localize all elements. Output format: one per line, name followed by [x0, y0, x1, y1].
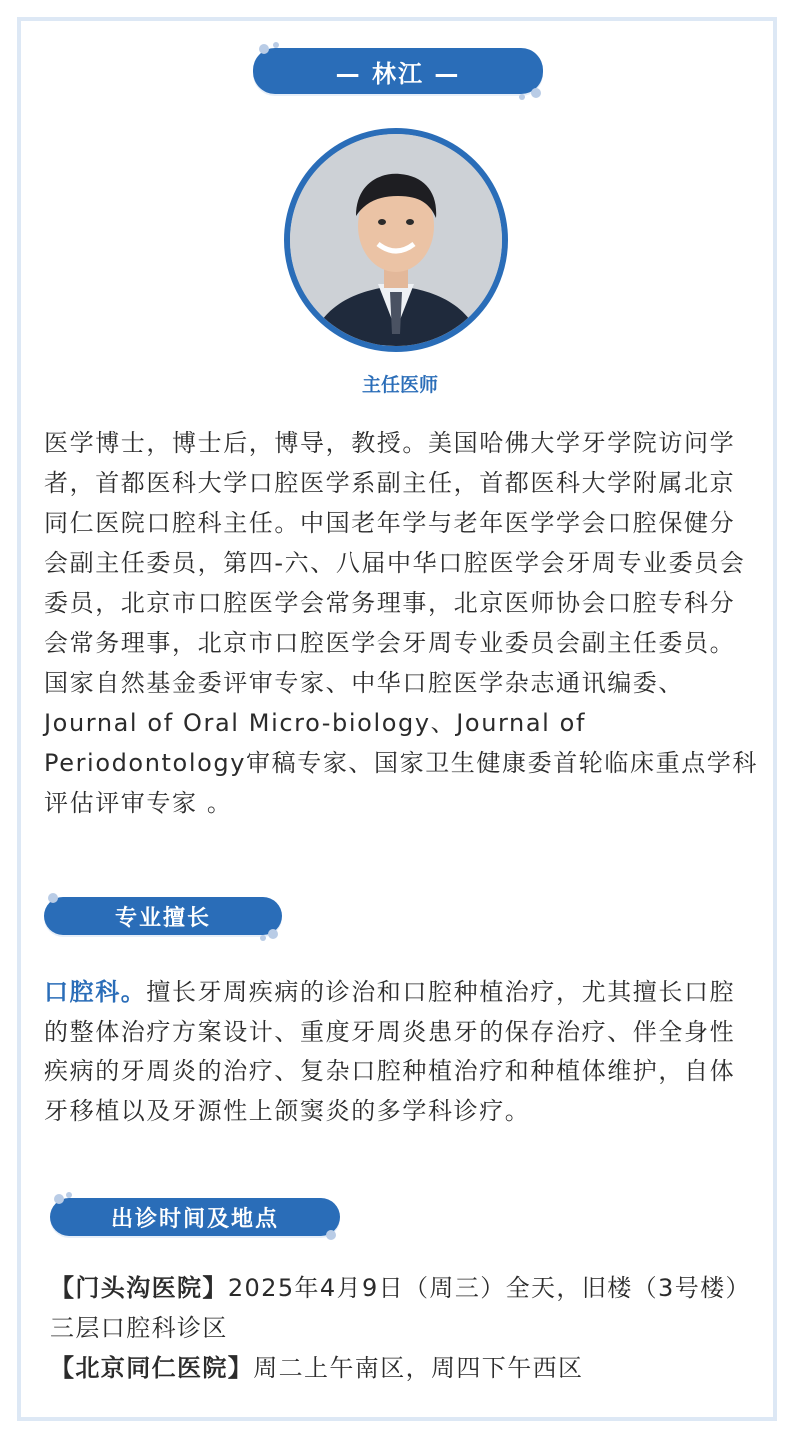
decor-dot: [531, 88, 541, 98]
decor-dot: [54, 1194, 64, 1204]
doctor-portrait: [290, 134, 502, 346]
decor-dot: [48, 893, 58, 903]
specialty-description: 擅长牙周疾病的诊治和口腔种植治疗，尤其擅长口腔的整体治疗方案设计、重度牙周炎患牙的保存治疗、伴全身性疾病的牙周炎的治疗、复杂口腔种植治疗和种植体维护，自体牙移植以及牙源性上颌窦炎的多学科诊疗。: [44, 978, 736, 1125]
decor-dot: [66, 1192, 72, 1198]
decor-dot: [268, 929, 278, 939]
specialty-text: [44, 973, 760, 1131]
doctor-avatar: [284, 128, 508, 352]
schedule-entry: [50, 1348, 766, 1388]
decor-dot: [260, 935, 266, 941]
doctor-title: 主任医师: [361, 374, 438, 396]
doctor-name: — 林江 —: [335, 59, 461, 88]
doctor-name-banner: [253, 48, 543, 94]
schedule-list: [50, 1268, 766, 1388]
specialty-heading-banner: [44, 897, 282, 935]
schedule-heading: 出诊时间及地点: [110, 1206, 279, 1232]
decor-dot: [259, 44, 269, 54]
specialty-heading: 专业擅长: [114, 905, 211, 931]
decor-dot: [519, 94, 525, 100]
schedule-hospital: 【北京同仁医院】: [50, 1354, 254, 1382]
schedule-heading-banner: [50, 1198, 340, 1236]
decor-dot: [273, 42, 279, 48]
decor-dot: [326, 1230, 336, 1240]
schedule-entry: [50, 1268, 766, 1348]
doctor-bio: 医学博士，博士后，博导，教授。美国哈佛大学牙学院访问学者，首都医科大学口腔医学系副主任，首都医科大学附属北京同仁医院口腔科主任。中国老年学与老年医学学会口腔保健分会副主任委员，第四-六、八届中华口腔医学会牙周专业委员会委员，北京市口腔医学会常务理事，北京医师协会口腔专科分会常务理事，北京市口腔医学会牙周专业委员会副主任委员。 国家自然基金委评审专家、中华口腔医学杂志通讯编委、Journal of Oral Micro-biology、Journal of Periodontology审稿专家、国家卫生健康委首轮临床重点学科评估评审专家 。: [44, 429, 759, 817]
schedule-detail: 周二上午南区，周四下午西区: [253, 1354, 584, 1382]
specialty-department: 口腔科。: [44, 978, 147, 1006]
schedule-detail: 2025年4月9日（周三）全天，旧楼（3号楼）三层口腔科诊区: [50, 1274, 751, 1342]
schedule-hospital: 【门头沟医院】: [50, 1274, 228, 1302]
